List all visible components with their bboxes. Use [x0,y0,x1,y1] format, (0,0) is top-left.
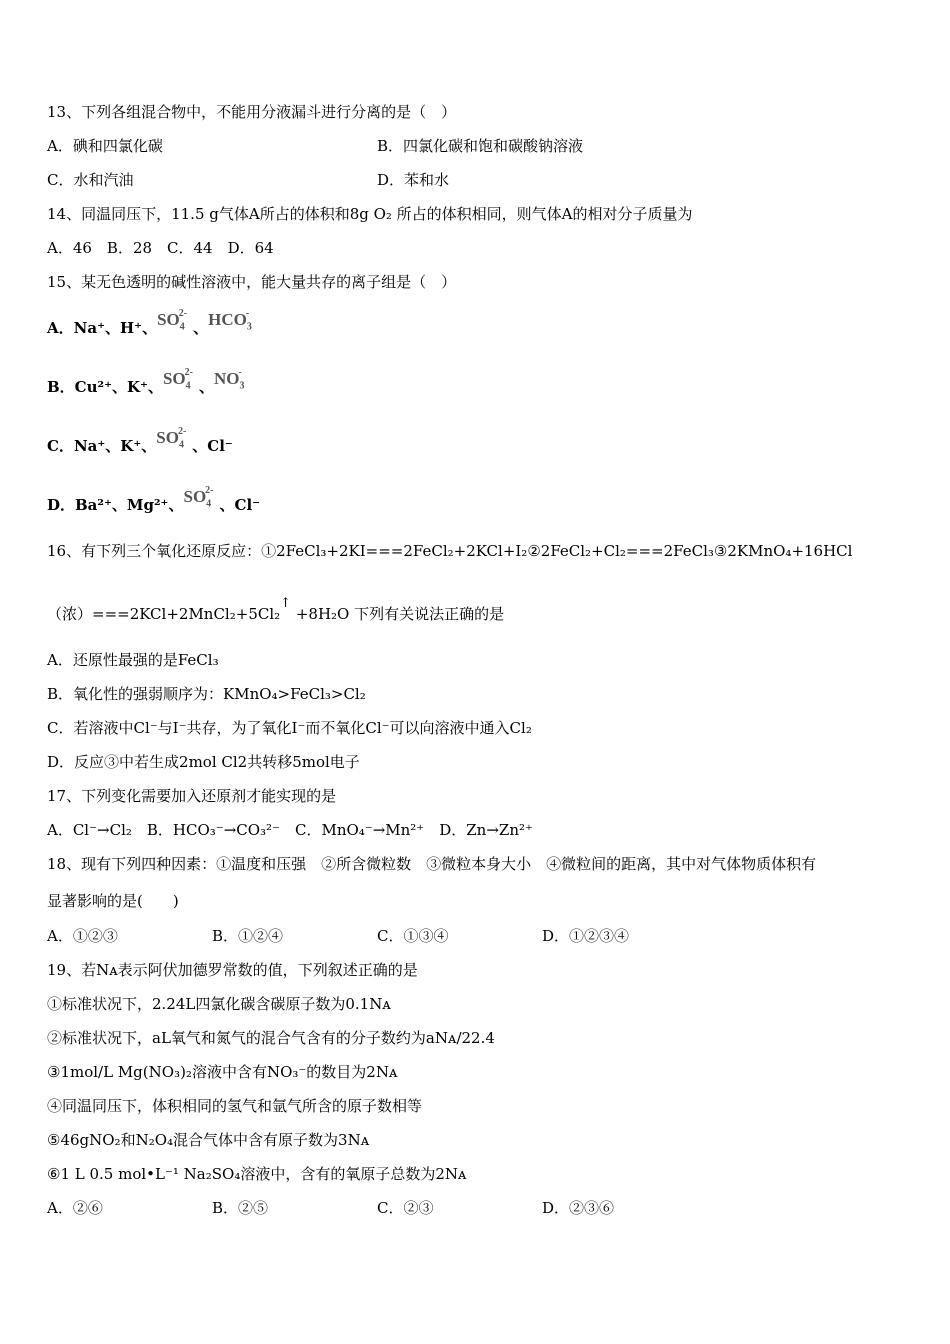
gas-arrow-icon: ↑ [280,596,292,611]
q19-stem: 19、若Nᴀ表示阿伏加德罗常数的值，下列叙述正确的是 [47,961,418,979]
q16-stem-line2: （浓）===2KCl+2MnCl₂+5Cl₂↑ +8H₂O 下列有关说法正确的是 [47,596,505,623]
sulfate-ion: $SO_4^{2-}$ [183,485,214,510]
q16-option-a: A．还原性最强的是FeCl₃ [47,651,219,669]
q13-option-a: A．碘和四氯化碳 [47,137,163,155]
q19-statement-3: ③1mol/L Mg(NO₃)₂溶液中含有NO₃⁻的数目为2Nᴀ [47,1063,398,1081]
nitrate-ion: $NO_3^-$ [214,367,245,392]
q15-d-prefix: D．Ba²⁺、Mg²⁺、 [47,496,184,514]
q19-statement-2: ②标准状况下，aL氧气和氮气的混合气含有的分子数约为aNᴀ/22.4 [47,1029,495,1047]
q15-option-b: B．Cu²⁺、K⁺、$SO_4^{2-}$、$NO_3^-$ [47,377,248,397]
q15-option-c: C．Na⁺、K⁺、$SO_4^{2-}$、Cl⁻ [47,426,233,455]
q13-stem: 13、下列各组混合物中，不能用分液漏斗进行分离的是（ ） [47,103,457,121]
q13-option-b: B．四氯化碳和饱和碳酸钠溶液 [377,137,584,155]
q18-option-c: C．①③④ [377,927,449,945]
q15-a-prefix: A．Na⁺、H⁺、 [47,319,158,337]
q18-stem-line2: 显著影响的是( ) [47,892,179,910]
q13-option-d: D．苯和水 [377,171,450,189]
q13-option-c: C．水和汽油 [47,171,134,189]
q16-stem-line1: 16、有下列三个氧化还原反应：①2FeCl₃+2KI===2FeCl₂+2KCl+I₂②2FeCl₂+Cl₂===2FeCl₃③2KMnO₄+16HCl [47,542,853,560]
q19-statement-4: ④同温同压下，体积相同的氢气和氩气所含的原子数相等 [47,1097,423,1115]
q18-option-d: D．①②③④ [542,927,630,945]
q19-option-d: D．②③⑥ [542,1199,615,1217]
q19-option-b: B．②⑤ [212,1199,269,1217]
bicarbonate-ion: $HCO_3^-$ [208,308,252,333]
q15-b-prefix: B．Cu²⁺、K⁺、 [47,378,163,396]
q14-stem: 14、同温同压下，11.5 g气体A所占的体积和8g O₂ 所占的体积相同，则气体A的相对分子质量为 [47,205,693,223]
q16-option-b: B．氧化性的强弱顺序为：KMnO₄>FeCl₃>Cl₂ [47,685,366,703]
q15-stem: 15、某无色透明的碱性溶液中，能大量共存的离子组是（ ） [47,273,457,291]
sulfate-ion: $SO_4^{2-}$ [157,308,188,333]
q15-option-a: A．Na⁺、H⁺、$SO_4^{2-}$、$HCO_3^-$ [47,318,255,338]
q19-statement-6: ⑥1 L 0.5 mol•L⁻¹ Na₂SO₄溶液中，含有的氧原子总数为2Nᴀ [47,1165,467,1183]
q18-option-a: A．①②③ [47,927,118,945]
q15-option-d: D．Ba²⁺、Mg²⁺、$SO_4^{2-}$、Cl⁻ [47,485,261,514]
q19-option-c: C．②③ [377,1199,434,1217]
q16-option-d: D．反应③中若生成2mol Cl2共转移5mol电子 [47,753,360,771]
q14-options: A．46 B．28 C．44 D．64 [47,239,274,257]
q18-option-b: B．①②④ [212,927,284,945]
sulfate-ion: $SO_4^{2-}$ [162,367,193,392]
q15-c-prefix: C．Na⁺、K⁺、 [47,437,157,455]
q19-statement-1: ①标准状况下，2.24L四氯化碳含碳原子数为0.1Nᴀ [47,995,391,1013]
q17-options: A．Cl⁻→Cl₂ B．HCO₃⁻→CO₃²⁻ C．MnO₄⁻→Mn²⁺ D．Zn→Zn²⁺ [47,821,533,839]
q19-statement-5: ⑤46gNO₂和N₂O₄混合气体中含有原子数为3Nᴀ [47,1131,370,1149]
sulfate-ion: $SO_4^{2-}$ [156,426,187,451]
q17-stem: 17、下列变化需要加入还原剂才能实现的是 [47,787,337,805]
q19-option-a: A．②⑥ [47,1199,103,1217]
q16-option-c: C．若溶液中Cl⁻与I⁻共存，为了氧化I⁻而不氧化Cl⁻可以向溶液中通入Cl₂ [47,719,532,737]
q18-stem-line1: 18、现有下列四种因素：①温度和压强 ②所含微粒数 ③微粒本身大小 ④微粒间的距离，其中对气体物质体积有 [47,855,817,873]
